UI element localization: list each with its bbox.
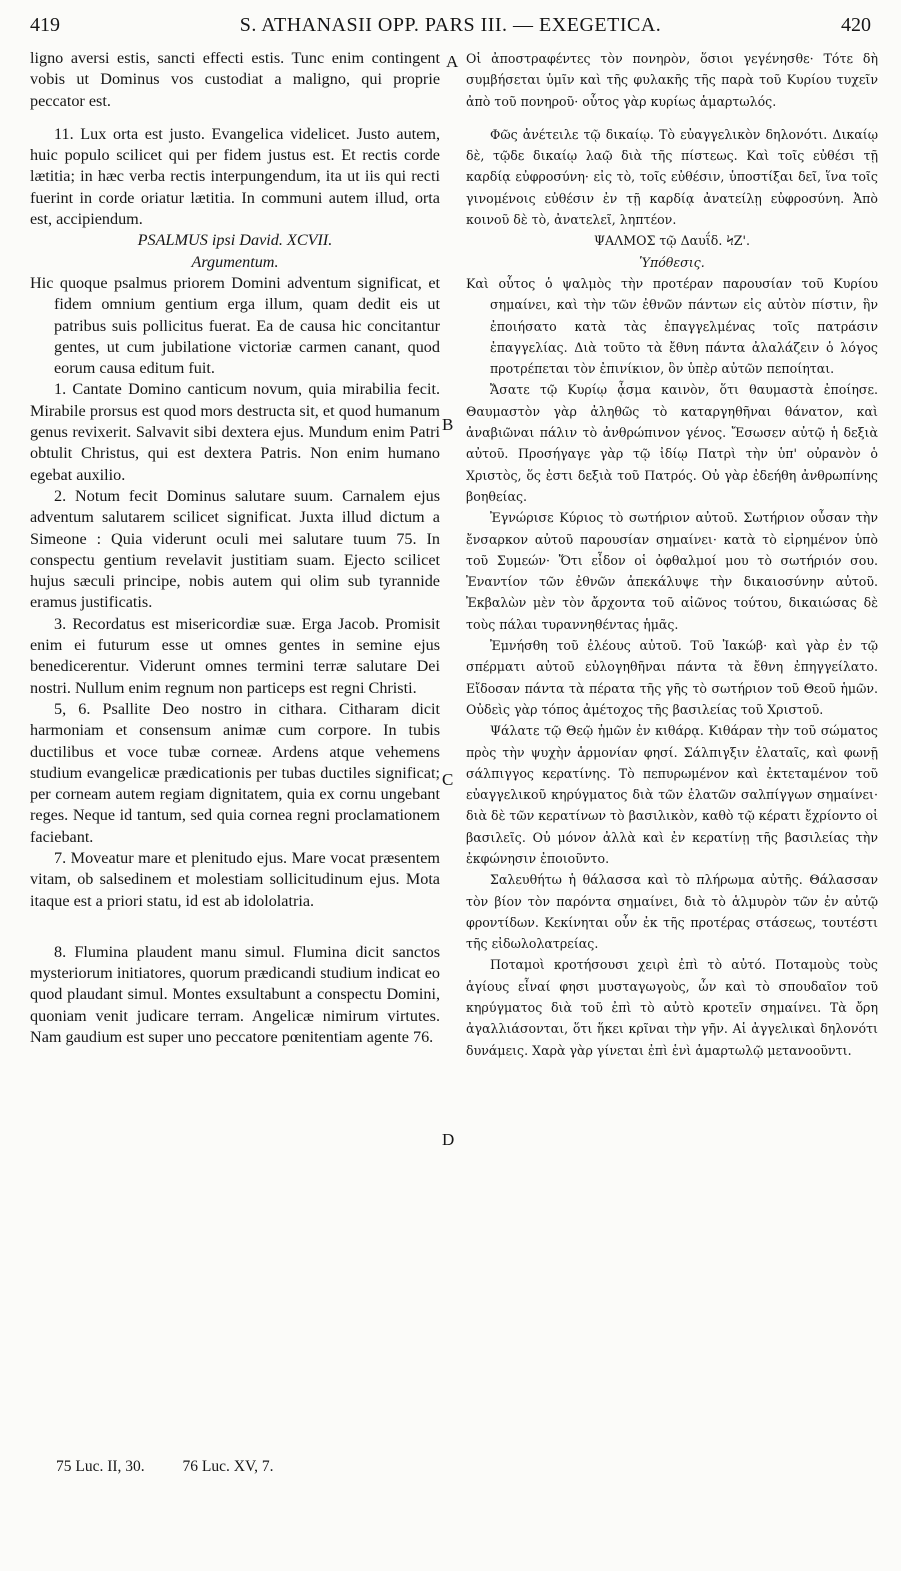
footnotes (56, 1458, 308, 1476)
greek-paragraph: Οἱ ἀποστραφέντες τὸν πονηρὸν, ὅσιοι γεγένησθε· Τότε δὴ συμβήσεται ὑμῖν καὶ τῆς φυλακῆς τῆς παρὰ τοῦ Κυρίου τυχεῖν ἀπὸ τοῦ πονηροῦ· οὗτος γὰρ κυρίως ἁμαρτωλός. (466, 51, 878, 109)
greek-paragraph: Φῶς ἀνέτειλε τῷ δικαίῳ. Τὸ εὐαγγελικὸν δηλονότι. Δικαίῳ δὲ, τῷδε δικαίῳ λαῷ διὰ τῆς πίστεως. Καὶ τοῖς εὐθέσι τῇ καρδίᾳ εὐφροσύνη· εἰς τὸ, τοῖς εὐθέσιν, ὑποστίξαι δεῖ, ἵνα τοῖς γινομένοις εὐθέσιν ἐν τῇ καρδίᾳ ἀνατείλῃ εὐφροσύνη. Ἀπὸ κοινοῦ δὲ τὸ, ἀνατελεῖ, ληπτέον. (466, 126, 878, 228)
greek-paragraph: Ποταμοὶ κροτήσουσι χειρὶ ἐπὶ τὸ αὐτό. Ποταμοὺς τοὺς ἁγίους εἶναί φησι μυσταγωγοὺς, ὧν καὶ τὸ σπουδαῖον τοῦ κηρύγματος διὰ τοῦ ἐπὶ τὸ αὐτὸ κροτεῖν σημαίνει. Τὰ ὄρη ἀγαλλιάσονται, ὅτι ἥκει κρῖναι τὴν γῆν. Αἱ ἀγγελικαὶ δηλονότι δυνάμεις. Χαρὰ γὰρ γίνεται ἐπὶ ἑνὶ ἁμαρτωλῷ μετανοοῦντι. (466, 957, 878, 1058)
latin-paragraph: 2. Notum fecit Dominus salutare suum. Carnalem ejus adventum salutarem scilicet significat. Juxta illud dictum a Simeone : Quia viderunt oculi mei salutare tuum 75. In conspectu gentium revelavit justitiam suam. Ejecto scilicet hujus sæculi principe, nobis autem qui olim sub tyrannide eramus justificatis. (30, 486, 440, 612)
page-number-right: 420 (841, 14, 871, 36)
footnote: 75 Luc. II, 30. (56, 1458, 145, 1475)
margin-marker-d: D (442, 1130, 455, 1149)
latin-column (30, 48, 440, 1048)
greek-argument-heading: Ὑπόθεσις. (639, 254, 705, 270)
latin-paragraph: 11. Lux orta est justo. Evangelica videlicet. Justo autem, huic populo scilicet qui per fidem justus est. Et rectis corde lætitia; in hæc verba rectis interpungendum, ita ut iis qui recti fuerint in corde oriatur lætitia. In communi autem illud, orta est, accipiendum. (30, 124, 440, 229)
latin-paragraph: Hic quoque psalmus priorem Domini adventum significat, et fidem omnium gentium erga illum, quam dedit eis ut patribus suis pollicitus fuerat. Ea de causa hic concitantur gentes, ut cum jubilatione victoriæ carmen canant, quod eorum causa editum fuit. (30, 273, 440, 378)
greek-psalm-title: ΨΑΛΜΟΣ τῷ Δαυΐδ. ϞΖ'. (593, 233, 751, 249)
latin-paragraph: 3. Recordatus est misericordiæ suæ. Erga Jacob. Promisit enim ei futurum esse ut omnes gentes in semine ejus benedicerentur. Viderunt omnes termini terræ salutare Dei nostri. Nullum enim regnum non particeps est regni Christi. (30, 614, 440, 697)
running-title: S. ATHANASII OPP. PARS III. — EXEGETICA. (239, 14, 662, 36)
margin-marker-c: C (442, 770, 454, 789)
latin-psalm-title: PSALMUS ipsi David. XCVII. (137, 231, 333, 250)
greek-paragraph: Ἐγνώρισε Κύριος τὸ σωτήριον αὐτοῦ. Σωτήριον οὖσαν τὴν ἔνσαρκον αὐτοῦ παρουσίαν σημαίνει· κατὰ τὸ εἰρημένον ὑπὸ τοῦ Συμεών· Ὅτι εἶδον οἱ ὀφθαλμοί μου τὸ σωτήριόν σου. Ἐναντίον τῶν ἐθνῶν ἀπεκάλυψε τὴν δικαιοσύνην αὐτοῦ. Ἐκβαλὼν μὲν τὸν ἄρχοντα τοῦ αἰῶνος τούτου, δικαιώσας δὲ τοὺς πάλαι τυραννηθέντας ἡμᾶς. (466, 510, 878, 632)
latin-paragraph: ligno aversi estis, sancti effecti estis. Tunc enim contingent vobis ut Dominus vos custodiat a maligno, qui proprie peccator est. (30, 49, 440, 110)
greek-column (466, 48, 878, 1061)
margin-marker-a: A (446, 52, 459, 71)
footnote: 76 Luc. XV, 7. (182, 1458, 274, 1475)
greek-paragraph: Σαλευθήτω ἡ θάλασσα καὶ τὸ πλήρωμα αὐτῆς. Θάλασσαν τὸν βίον τὸν παρόντα σημαίνει, διὰ τὸ ἁλμυρὸν τῶν ἐν αὐτῷ φροντίδων. Κεκίνηται οὖν ἐκ τῆς προτέρας στάσεως, τουτέστι τῆς εἰδωλολατρείας. (466, 872, 878, 952)
greek-paragraph: Ψάλατε τῷ Θεῷ ἡμῶν ἐν κιθάρᾳ. Κιθάραν τὴν τοῦ σώματος πρὸς τὴν ψυχὴν ἁρμονίαν φησί. Σάλπιγξιν ἐλαταῖς, καὶ φωνῇ σάλπιγγος κερατίνης. Τὸ πεπυρωμένον καὶ ἐκτεταμένον τοῦ εὐαγγελικοῦ κηρύγματος διὰ τῶν ἐλατῶν σαλπίγγων σημαίνει· διὰ δὲ τῶν κερατίνων τὸ βασιλικὸν, καθὸ τῷ κέρατι ἔχρίοντο οἱ βασιλεῖς. Οὐ μόνον ἀλλὰ καὶ ἐν κερατίνῃ τῆς βασιλείας τὴν ἐκφώνησιν ἐποιοῦντο. (466, 723, 879, 866)
latin-argument-heading: Argumentum. (191, 252, 279, 271)
page-header (0, 14, 901, 44)
greek-paragraph: Ἄσατε τῷ Κυρίῳ ᾆσμα καινὸν, ὅτι θαυμαστὰ ἐποίησε. Θαυμαστὸν γὰρ ἀληθῶς τὸ καταργηθῆναι θάνατον, καὶ ἀναβιῶναι πάλιν τὸ ἀνθρώπινον γένος. Ἔσωσεν αὐτῷ ἡ δεξιὰ αὐτοῦ. Προσήγαγε γὰρ τῷ ἰδίῳ Πατρὶ τὴν ὑπ' οὐρανὸν ὁ Χριστὸς, ὅς ἐστι δεξιὰ τοῦ Πατρός. Οὐ γὰρ ἐδεήθη ἀνθρωπίνης βοηθείας. (466, 382, 878, 504)
latin-paragraph: 8. Flumina plaudent manu simul. Flumina dicit sanctos mysteriorum initiatores, quorum prædicandi studium indicat eo quod plaudant simul. Montes exsultabunt a conspectu Domini, quoniam venit judicare terram. Angelicæ nimirum virtutes. Nam gaudium est super uno peccatore pœnitentiam agente 76. (30, 942, 440, 1047)
latin-paragraph: 1. Cantate Domino canticum novum, quia mirabilia fecit. Mirabile prorsus est quod mors destructa sit, et quod humanum genus revixerit. Salvavit sibi dextera ejus. Mundum enim Patri obtulit Christus, qui est dextera Patris. Non enim humano egebat auxilio. (30, 380, 440, 484)
greek-paragraph: Καὶ οὗτος ὁ ψαλμὸς τὴν προτέραν παρουσίαν τοῦ Κυρίου σημαίνει, καὶ τὴν τῶν ἐθνῶν πάντων εἰς αὐτὸν πίστιν, ἣν ἐποιήσατο κατὰ τὰς ἐπαγγελμένας τοῖς πατράσιν ἐπαγγελίας. Διὰ τοῦτο τὰ ἔθνη πάντα ἀλαλάζειν ὁ λόγος προτρέπεται τὸν ἐπινίκιον, ὃν ὑπὲρ αὐτῶν πεποίηται. (466, 275, 878, 377)
latin-paragraph: 5, 6. Psallite Deo nostro in cithara. Citharam dicit harmoniam et consensum animæ cum corpore. In tubis ductilibus et voce tubæ corneæ. Ardens atque vehemens studium evangelicæ prædicationis per tubas ductiles significat; per corneam autem regiam dignitatem, quia ex cornu ungebant reges. Neque id tantum, sed quia cornea regni proclamationem faciebant. (30, 699, 440, 846)
page-number-left: 419 (30, 14, 60, 36)
greek-paragraph: Ἐμνήσθη τοῦ ἐλέους αὐτοῦ. Τοῦ Ἰακώβ· καὶ γὰρ ἐν τῷ σπέρματι αὐτοῦ εὐλογηθῆναι πάντα τὰ ἔθνη ἐπηγγείλατο. Εἴδοσαν πάντα τὰ πέρατα τῆς γῆς τὸ σωτήριον τοῦ Θεοῦ ἡμῶν. Οὐδεὶς γὰρ τόπος ἀμέτοχος τῆς βασιλείας τοῦ Χριστοῦ. (466, 638, 878, 717)
margin-marker-b: B (442, 415, 454, 434)
latin-paragraph: 7. Moveatur mare et plenitudo ejus. Mare vocat præsentem vitam, ob salsedinem et molestiam sollicitudinum ejus. Mota itaque est a priori statu, id est ab idololatria. (30, 848, 440, 910)
